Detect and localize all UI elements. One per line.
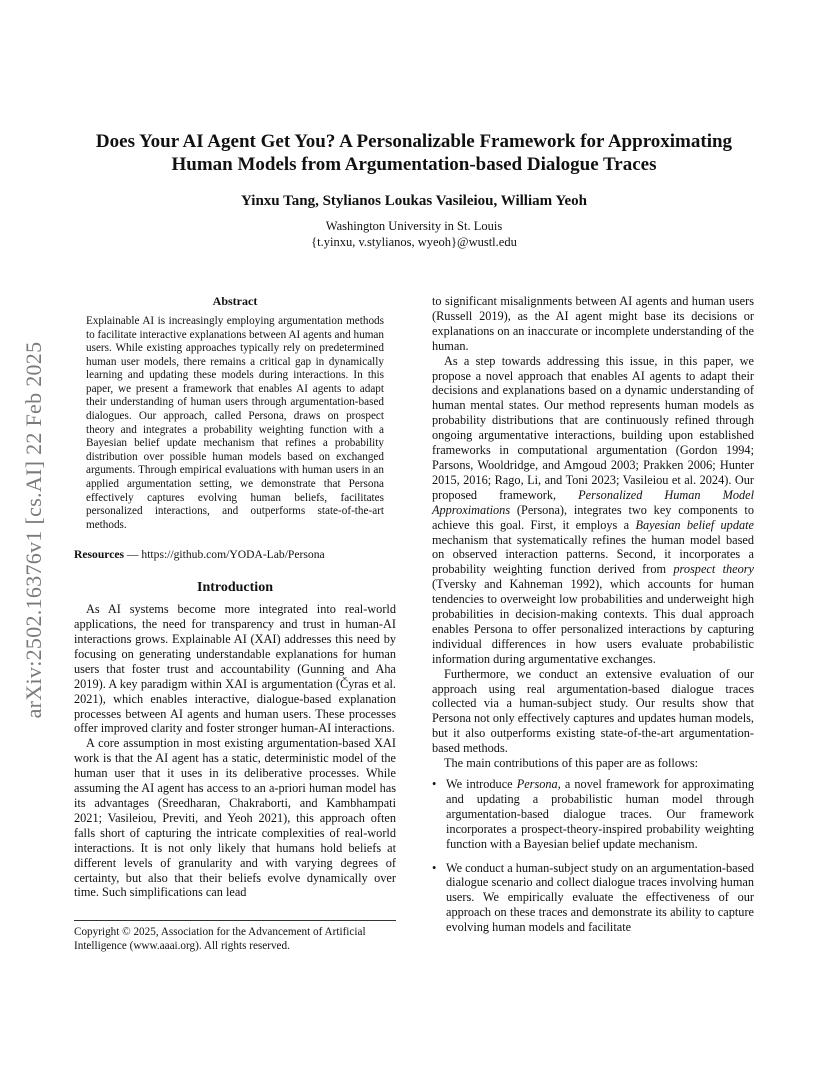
right-paragraph-3: Furthermore, we conduct an extensive evaluation of our approach using real argumentation-based dialogue traces collected via a human-subject study. Our results show that Persona not only effectively captures and updates human models, but it also outperforms existing state-of-the-art argumentation-based methods. (432, 666, 754, 756)
p2-text-d: (Tversky and Kahneman 1992), which accounts for human tendencies to overweight low probabilities and underweight high probabilities in decision-making contexts. This dual approach enables Persona to offer personalized interactions by capturing individual differences in how users evaluate probabilistic information during argumentative exchanges. (432, 577, 754, 666)
list-item (432, 861, 754, 936)
abstract-heading: Abstract (212, 294, 258, 308)
right-paragraph-1: to significant misalignments between AI agents and human users (Russell 2019), as the AI agent might base its decisions or explanations on an inaccurate or incomplete understanding of the human. (432, 294, 754, 353)
prospect-theory-term: prospect theory (673, 562, 754, 577)
intro-paragraph-1: As AI systems become more integrated into real-world applications, the need for transparency and trust in human-AI interactions grows. Explainable AI (XAI) addresses this need by focusing on generating understandable explanations for human users that foster trust and accountability (Gunning and Aha 2019). A key paradigm within XAI is argumentation (Čyras et al. 2021), which enables interactive, dialogue-based explanation processes between AI agents and human users. These processes offer improved clarity and foster stronger human-AI interactions. (74, 602, 396, 736)
arxiv-identifier: arXiv:2502.16376v1 [cs.AI] 22 Feb 2025 (21, 341, 46, 719)
resources-link[interactable]: — https://github.com/YODA-Lab/Persona (124, 548, 325, 562)
list-item (432, 777, 754, 852)
copyright-footnote: Copyright © 2025, Association for the Advancement of Artificial Intelligence (www.aaai.org). All rights reserved. (74, 920, 396, 953)
affiliation-block (70, 218, 758, 250)
p2-text-a: As a step towards addressing this issue, in this paper, we propose a novel approach that enables AI agents to adapt their decisions and explanations based on a dynamic understanding of human mental states. Our method represents human models as probability distributions that are continuously refined through ongoing argumentative interactions, building upon established frameworks in computational argumentation (Gordon 1994; Parsons, Wooldridge, and Amgoud 2003; Prakken 2006; Hunter 2015, 2016; Rago, Li, and Toni 2023; Vasileiou et al. 2024). Our proposed framework, (432, 353, 754, 502)
intro-paragraph-2: A core assumption in most existing argumentation-based XAI work is that the AI agent has a static, deterministic model of the human user that it uses in its deliberative processes. While assuming the AI agent has access to an a-priori human model has its advantages (Sreedharan, Chakraborti, and Kambhampati 2021; Vasileiou, Previti, and Yeoh 2021), this approach often falls short of capturing the intricate complexities of real-world interactions. It is not only likely that humans hold beliefs at different levels of granularity and with varying degrees of certainty, but also that their beliefs evolve dynamically over time. Such simplifications can lead (74, 736, 396, 900)
contributions-list (432, 777, 754, 935)
contribution-1-a: We introduce (446, 777, 517, 791)
title-line-2: Human Models from Argumentation-based Dialogue Traces (171, 154, 657, 175)
contribution-2: We conduct a human-subject study on an argumentation-based dialogue scenario and collect dialogue traces involving human users. We empirically evaluate the effectiveness of our approach on these traces and demonstrate its ability to capture evolving human models and facilitate (446, 860, 754, 935)
p2-text-b: (Persona), integrates two key components to achieve this goal. First, it employs a (432, 502, 754, 532)
contribution-1-b: , a novel framework for approximating and updating a probabilistic human model through argumentation-based dialogue traces. Our framework incorporates a prospect-theory-inspired probability weighting function with a Bayesian belief update mechanism. (446, 777, 754, 851)
bullet-icon: • (432, 860, 437, 875)
p2-text-c: mechanism that systematically refines the human model based on observed interaction patterns. Second, it incorporates a probability weighting function derived from (432, 532, 754, 577)
right-paragraph-4: The main contributions of this paper are as follows: (444, 756, 699, 771)
paper-title (70, 130, 758, 176)
affiliation: Washington University in St. Louis (325, 219, 503, 233)
bayesian-update-term: Bayesian belief update (635, 517, 754, 532)
persona-full-name: Personalized Human Model Approximations (432, 487, 755, 517)
left-column (74, 294, 396, 900)
bullet-icon: • (432, 777, 437, 791)
persona-term: Persona (516, 777, 558, 791)
right-column (432, 294, 754, 944)
introduction-heading: Introduction (197, 580, 273, 596)
resources-line (74, 548, 396, 563)
title-line-1: Does Your AI Agent Get You? A Personalizable Framework for Approximating (95, 131, 733, 152)
resources-label: Resources (74, 548, 125, 562)
abstract-text: Explainable AI is increasingly employing argumentation methods to facilitate interactive explanations between AI agents and human users. While existing approaches typically rely on predetermined human user models, there remains a critical gap in dynamically learning and updating these models during interactions. In this paper, we present a framework that enables AI agents to adapt their understanding of human users through argumentation-based dialogues. Our approach, called Persona, draws on prospect theory and integrates a probability weighting function with a Bayesian belief update mechanism that refines a probability distribution over possible human models based on exchanged arguments. Through empirical evaluations with human users in an applied argumentation setting, we demonstrate that Persona effectively captures evolving human beliefs, facilitates personalized interactions, and outperforms state-of-the-art methods. (86, 314, 384, 531)
author-emails: {t.yinxu, v.stylianos, wyeoh}@wustl.edu (311, 235, 517, 249)
author-list: Yinxu Tang, Stylianos Loukas Vasileiou, William Yeoh (241, 193, 587, 209)
arxiv-sidebar (12, 300, 56, 760)
right-paragraph-2 (432, 354, 754, 667)
